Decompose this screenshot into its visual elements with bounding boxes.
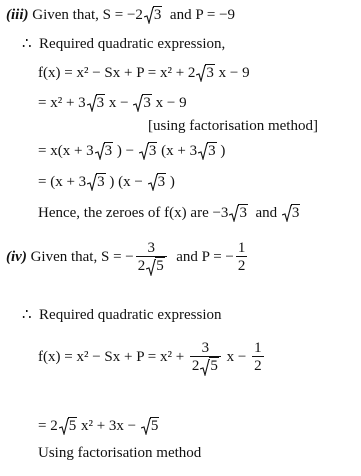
part-iii-factor-1: = x(x + 3 3 ) − 3 (x + 3 3 ) xyxy=(38,143,226,159)
sqrt-3: 3 xyxy=(282,204,301,222)
sqrt-3: 3 xyxy=(133,94,152,112)
part-iii-label: (iii) xyxy=(6,7,29,23)
sqrt-3: 3 xyxy=(87,173,106,191)
part-iii-expression: f(x) = x² − Sx + P = x² + 2 3 x − 9 xyxy=(38,65,250,81)
fraction-p: $\frac{1}{2}$ xyxy=(237,240,246,275)
sqrt-3: 3 xyxy=(144,6,163,24)
part-iii-conclusion: Hence, the zeroes of f(x) are −3 3 and 3 xyxy=(38,205,300,221)
part-iv-label: (iv) xyxy=(6,249,27,265)
sqrt-3: 3 xyxy=(198,142,217,160)
sqrt-3: 3 xyxy=(87,94,106,112)
fraction-s: 3 2 5 xyxy=(136,241,167,274)
part-iii-factor-2: = (x + 3 3 ) (x − 3 ) xyxy=(38,174,175,190)
part-iii-given: (iii) Given that, S = −2 3 and P = −9 xyxy=(6,7,236,23)
sqrt-3: 3 xyxy=(148,173,167,191)
part-iv-expression: f(x) = x² − Sx + P = x² + 3 2 5 x − $\frac{1}{2}$ xyxy=(38,340,262,375)
part-iii-method-note: [using factorisation method] xyxy=(148,118,318,134)
sqrt-5: 5 xyxy=(141,417,160,435)
sqrt-5: 5 xyxy=(200,358,219,374)
fraction-1-over-2: $\frac{1}{2}$ xyxy=(254,340,262,375)
part-iii-split: = x² + 3 3 x − 3 x − 9 xyxy=(38,95,187,111)
sqrt-3: 3 xyxy=(139,142,158,160)
part-iii-required: ∴ Required quadratic expression, xyxy=(22,36,226,52)
sqrt-3: 3 xyxy=(95,142,114,160)
sqrt-5: 5 xyxy=(146,258,165,274)
part-iv-required: ∴ Required quadratic expression xyxy=(22,307,222,323)
sqrt-3: 3 xyxy=(229,204,248,222)
part-iv-given: (iv) Given that, S = − 3 2 5 and P = − $\frac{1}{2}$ xyxy=(6,240,246,275)
part-iv-simplified: = 2 5 x² + 3x − 5 xyxy=(38,418,159,434)
fraction-3-over-2sqrt5: 3 2 5 xyxy=(190,341,221,374)
sqrt-3: 3 xyxy=(196,64,215,82)
sqrt-5: 5 xyxy=(59,417,78,435)
part-iv-method-line: Using factorisation method xyxy=(38,445,202,461)
